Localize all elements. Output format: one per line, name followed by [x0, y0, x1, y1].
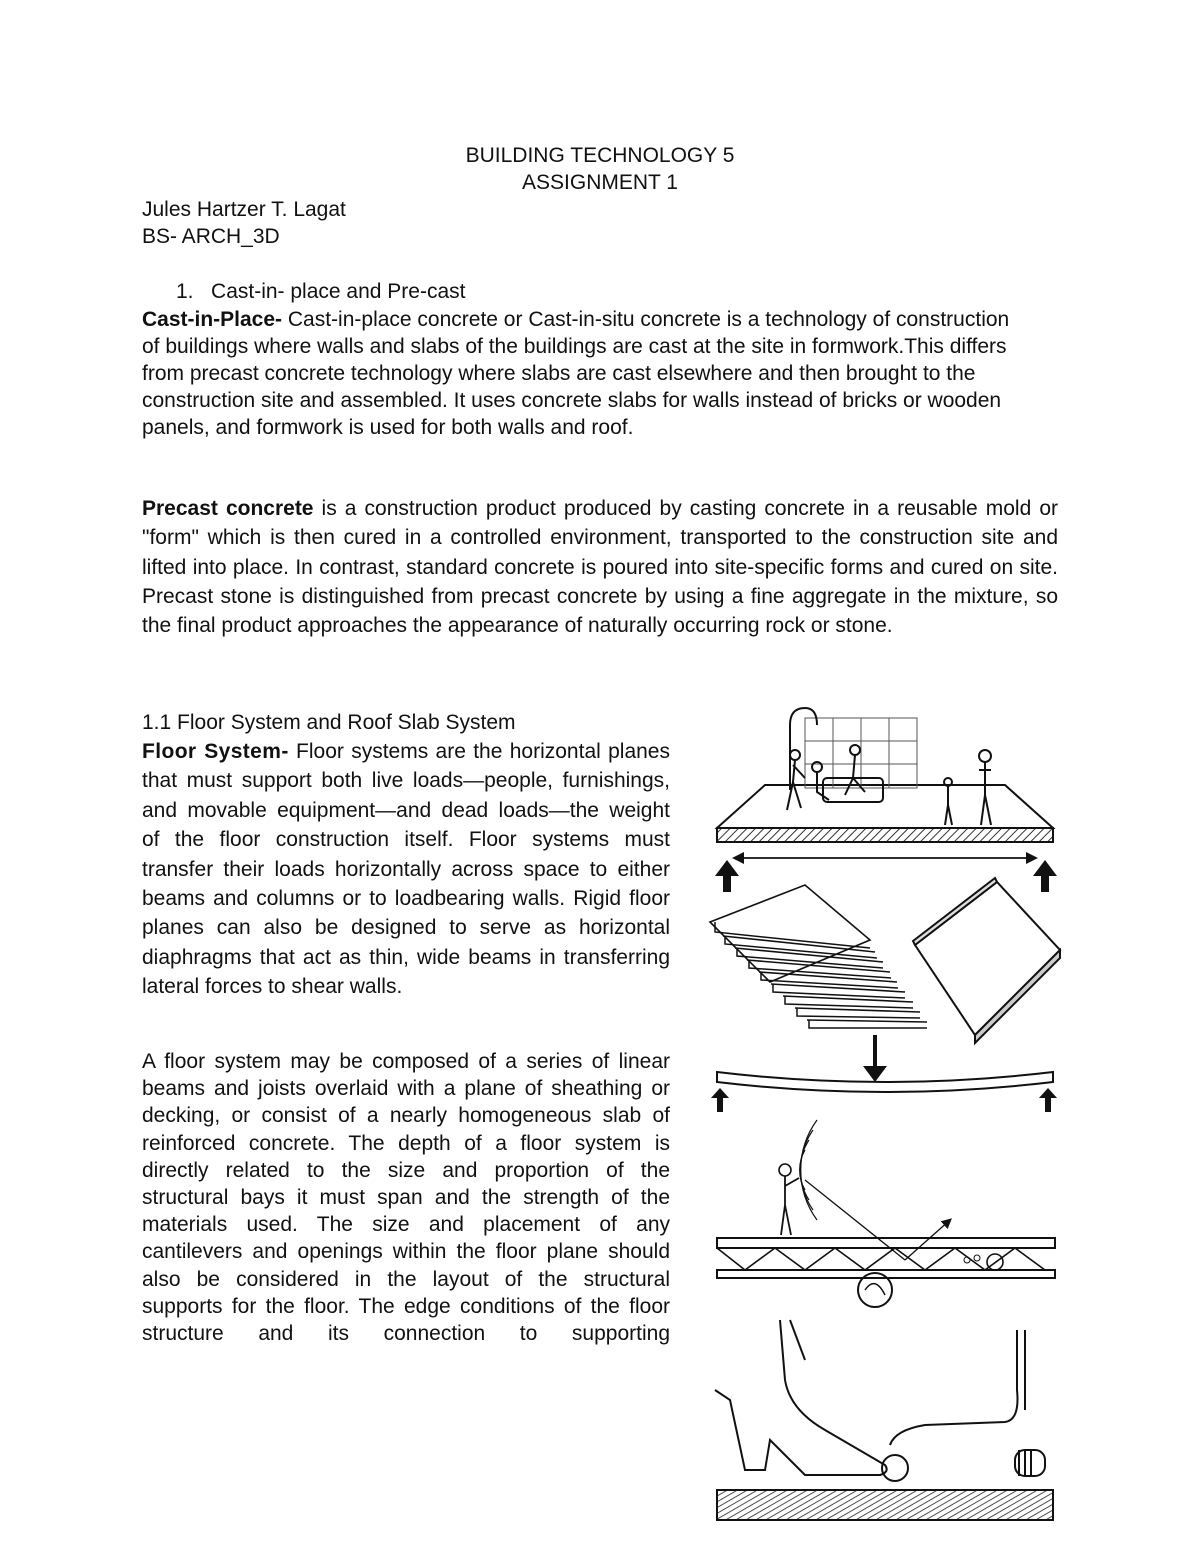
joists-and-decking-panel [710, 878, 1060, 1043]
cast-in-place-term: Cast-in-Place- [142, 308, 283, 331]
section-1-title: Cast-in- place and Pre-cast [211, 280, 466, 303]
section-1-number: 1. [176, 280, 194, 303]
cast-in-place-paragraph [142, 306, 1022, 441]
floor-system-illustration [705, 700, 1075, 1530]
support-arrow-left [715, 860, 739, 892]
student-name: Jules Hartzer T. Lagat [142, 198, 346, 221]
student-program: BS- ARCH_3D [142, 225, 280, 248]
floor-system-paragraph [142, 737, 670, 1002]
floor-composition-paragraph: A floor system may be composed of a series of linear beams and joists overlaid with a plane of sheathing or decking, or consist of a nearly homogeneous slab of reinforced concrete. The depth of a floor system is directly related to the size and proportion of the structural bays it must span and the strength of the materials used. The size and placement of any cantilevers and openings within the floor plane should also be considered in the layout of the structural supports for the floor. The edge conditions of the floor structure and its connection to supporting [142, 1050, 670, 1346]
cast-in-place-text: Cast-in-place concrete or Cast-in-situ concrete is a technology of construction of buildings where walls and slabs of the buildings are cast at the site in formwork.This differs from precast concrete technology where slabs are cast elsewhere and then brought to the construction site and assembled. It uses concrete slabs for walls instead of bricks or wooden panels, and formwork is used for both walls and roof. [142, 308, 1010, 439]
precast-term: Precast concrete [142, 497, 314, 520]
floor-system-term: Floor System- [142, 740, 289, 763]
shoe-and-chair-panel [715, 1320, 1053, 1520]
precast-paragraph [142, 494, 1058, 640]
course-title: BUILDING TECHNOLOGY 5 [465, 144, 735, 167]
assignment-title: ASSIGNMENT 1 [522, 171, 678, 194]
beam-deflection-panel [711, 1035, 1057, 1112]
floor-system-text: Floor systems are the horizontal planes that must support both live loads—people, furnishings, and movable equipment—and dead loads—the weight of the floor construction itself. Floor systems must transfer their loads horizontally across space to either beams and columns or to loadbearing walls. Rigid floor planes can also be designed to serve as horizontal diaphragms that act as thin, wide beams in transferring lateral forces to shear walls. [142, 740, 670, 999]
floor-plane-panel [715, 708, 1057, 892]
section-1-1-heading: 1.1 Floor System and Roof Slab System [142, 711, 516, 734]
support-arrow-right [1033, 860, 1057, 892]
sound-transmission-panel [717, 1120, 1055, 1307]
precast-text: is a construction product produced by casting concrete in a reusable mold or "form" which is then cured in a controlled environment, transported to the construction site and lifted into place. In contrast, standard concrete is poured into site-specific forms and cured on site. Precast stone is distinguished from precast concrete by using a fine aggregate in the mixture, so the final product approaches the appearance of naturally occurring rock or stone. [142, 497, 1059, 638]
section-1-heading [176, 280, 465, 304]
